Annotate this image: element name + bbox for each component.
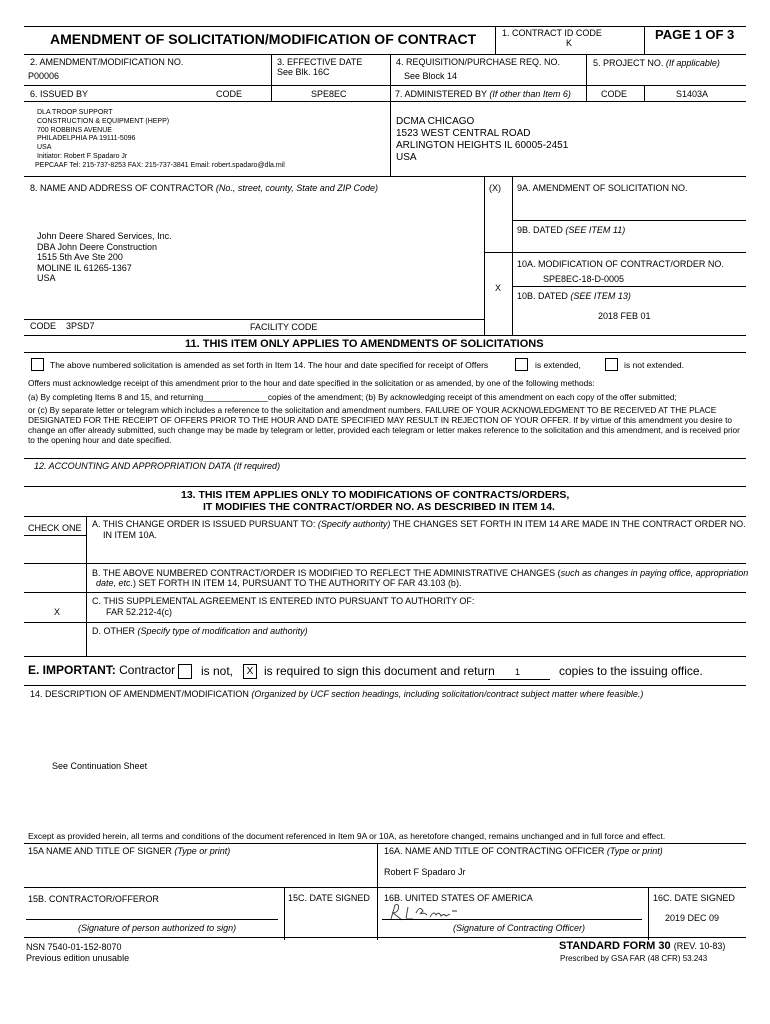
- contractor-address: [37, 231, 172, 284]
- administered-by-hint: (If other than Item 6): [489, 89, 571, 99]
- except-statement: Except as provided herein, all terms and conditions of the document referenced in Item 9A or 10A, as heretofore changed, remains unchanged and in full force and effect.: [28, 831, 666, 841]
- page-number: PAGE 1 OF 3: [655, 27, 735, 42]
- dated-10b-value[interactable]: 2018 FEB 01: [598, 311, 651, 321]
- amend-solicitation-label: 9A. AMENDMENT OF SOLICITATION NO.: [517, 183, 688, 193]
- facility-code-label: FACILITY CODE: [250, 322, 318, 332]
- item13a-text: [92, 519, 746, 529]
- issued-code-value[interactable]: SPE8EC: [311, 89, 347, 99]
- item13c-authority: FAR 52.212-4(c): [106, 607, 173, 617]
- copies-value[interactable]: 1: [515, 667, 521, 677]
- contractor-line: USA: [37, 273, 56, 283]
- previous-edition: Previous edition unusable: [26, 953, 130, 963]
- issued-code-label: CODE: [216, 89, 243, 99]
- officer-signature-caption: (Signature of Contracting Officer): [453, 923, 586, 933]
- contractor-offeror-label: 15B. CONTRACTOR/OFFEROR: [28, 894, 159, 904]
- contractor-code-value[interactable]: 3PSD7: [66, 321, 95, 331]
- modification-x-mark[interactable]: X: [495, 283, 502, 293]
- is-not-label: is not,: [201, 664, 234, 678]
- dated-9b-hint: (SEE ITEM 11): [565, 225, 626, 235]
- officer-label: [384, 846, 663, 856]
- is-required-checkbox[interactable]: [243, 664, 257, 679]
- item13d-lead: D. OTHER: [92, 626, 136, 636]
- contractor-date-label: 15C. DATE SIGNED: [288, 893, 370, 903]
- item13d-hint: (Specify type of modification and authority): [137, 626, 308, 636]
- contract-id-label: 1. CONTRACT ID CODE: [502, 28, 602, 38]
- is-required-x: X: [246, 666, 254, 677]
- officer-date-label: 16C. DATE SIGNED: [653, 893, 735, 903]
- admin-line: ARLINGTON HEIGHTS IL 60005-2451: [396, 140, 569, 151]
- item13a-tail: THE CHANGES SET FORTH IN ITEM 14 ARE MADE IN THE CONTRACT ORDER NO.: [392, 519, 746, 529]
- item13b-text: [92, 568, 748, 578]
- issuer-line: Initiator: Robert F Spadaro Jr: [37, 152, 128, 160]
- sf30-label: [559, 940, 725, 953]
- contractor-line: DBA John Deere Construction: [37, 241, 158, 252]
- contractor-line: MOLINE IL 61265-1367: [37, 262, 132, 273]
- is-required-label: is required to sign this document and return: [264, 664, 495, 678]
- copies-suffix: copies to the issuing office.: [559, 664, 703, 678]
- modification-value[interactable]: SPE8EC-18-D-0005: [543, 274, 625, 284]
- signer-label: [28, 846, 230, 856]
- x-marker-header: (X): [489, 183, 501, 193]
- item13-heading1: 13. THIS ITEM APPLIES ONLY TO MODIFICATIONS OF CONTRACTS/ORDERS,: [181, 489, 570, 501]
- issued-by-label: 6. ISSUED BY: [30, 89, 89, 99]
- signer-label-hint: (Type or print): [174, 846, 231, 856]
- dated-10b-label: [517, 291, 631, 301]
- officer-date-value[interactable]: 2019 DEC 09: [665, 913, 720, 923]
- effective-date-value[interactable]: See Blk. 16C: [277, 67, 330, 77]
- contractor-label-hint: (No., street, county, State and ZIP Code): [215, 183, 378, 193]
- officer-label-text: 16A. NAME AND TITLE OF CONTRACTING OFFICER: [384, 846, 605, 856]
- item13a-text-line2: IN ITEM 10A.: [103, 530, 158, 540]
- dated-9b-text: 9B. DATED: [517, 225, 563, 235]
- issuer-line: 700 ROBBINS AVENUE: [37, 126, 112, 134]
- important-label: E. IMPORTANT:: [28, 663, 116, 677]
- item13b-text-line2: [96, 578, 461, 588]
- issuer-line: PHILADELPHIA PA 19111-5096: [37, 135, 136, 143]
- usa-label: 16B. UNITED STATES OF AMERICA: [384, 893, 533, 903]
- dated-10b-text: 10B. DATED: [517, 291, 568, 301]
- item13b-lead: B. THE ABOVE NUMBERED CONTRACT/ORDER IS MODIFIED TO REFLECT THE ADMINISTRATIVE CHANGES (: [92, 568, 561, 578]
- signer-label-text: 15A NAME AND TITLE OF SIGNER: [28, 846, 172, 856]
- administrator-address: [396, 116, 568, 164]
- nsn-number: NSN 7540-01-152-8070: [26, 942, 122, 952]
- contractor-line: John Deere Shared Services, Inc.: [37, 231, 172, 241]
- administered-by-label: [395, 89, 571, 99]
- amendment-no-value[interactable]: P00006: [28, 71, 60, 81]
- item13a-hint: (Specify authority): [317, 519, 391, 529]
- is-not-checkbox[interactable]: [178, 664, 192, 679]
- item11-line1: The above numbered solicitation is amended as set forth in Item 14. The hour and date specified for receipt of Offers: [50, 360, 489, 370]
- contractor-label-text: 8. NAME AND ADDRESS OF CONTRACTOR: [30, 183, 214, 193]
- important-contractor: Contractor: [119, 663, 176, 677]
- item12-hint: (If required): [233, 461, 281, 471]
- issuer-line: CONSTRUCTION & EQUIPMENT (HEPP): [37, 117, 170, 125]
- item11-line4: or (c) By separate letter or telegram which includes a reference to the solicitation and amendment numbers. FAILURE OF YOUR ACKNOWLEDGMENT TO BE RECEIVED AT THE PLACE DESIGNATED FOR THE RECEIPT OF OFFERS PRIOR TO THE HOUR AND DATE SPECIFIED MAY RESULT IN REJECTION OF YOUR OFFER. If by virtue of this amendment you desire to change an offer already submitted, such change may be made by telegram or letter, provided each telegram or letter makes reference to the solicitation and this amendment, and is received prior to the opening hour and date specified.: [28, 405, 740, 445]
- contractor-signature-caption: (Signature of person authorized to sign): [78, 923, 237, 933]
- item12-label-text: 12. ACCOUNTING AND APPROPRIATION DATA: [34, 461, 232, 471]
- admin-line: USA: [396, 152, 417, 163]
- item11-heading: 11. THIS ITEM ONLY APPLIES TO AMENDMENTS OF SOLICITATIONS: [185, 338, 544, 350]
- administered-by-text: 7. ADMINISTERED BY: [395, 89, 487, 99]
- item13d-text: [92, 626, 308, 636]
- item13c-x-mark[interactable]: X: [54, 607, 61, 617]
- contractor-label: [30, 183, 378, 193]
- extended-label: is extended,: [535, 360, 581, 370]
- amendment-no-label: 2. AMENDMENT/MODIFICATION NO.: [30, 57, 184, 67]
- dated-9b-label: [517, 225, 625, 235]
- item13c-text: C. THIS SUPPLEMENTAL AGREEMENT IS ENTERED INTO PURSUANT TO AUTHORITY OF:: [92, 596, 475, 606]
- item13b-hint2: date, etc.: [96, 578, 134, 588]
- effective-date-label: 3. EFFECTIVE DATE: [277, 57, 363, 67]
- contractor-code-label: CODE: [30, 321, 57, 331]
- prescribed-by: Prescribed by GSA FAR (48 CFR) 53.243: [560, 954, 708, 963]
- issuer-line: PEPCAAF Tel: 215-737-8253 FAX: 215-737-3841 Email: robert.spadaro@dla.mil: [35, 161, 285, 169]
- not-extended-label: is not extended.: [624, 360, 685, 370]
- sf30-title: STANDARD FORM 30: [559, 940, 671, 952]
- dated-10b-hint: (SEE ITEM 13): [570, 291, 631, 301]
- officer-name[interactable]: Robert F Spadaro Jr: [384, 867, 466, 877]
- issuer-line: DLA TROOP SUPPORT: [37, 109, 113, 116]
- sf30-rev: (REV. 10-83): [673, 941, 726, 951]
- item14-body: See Continuation Sheet: [52, 761, 148, 771]
- item13b-tail: ) SET FORTH IN ITEM 14, PURSUANT TO THE AUTHORITY OF FAR 43.103 (b).: [133, 578, 462, 588]
- project-no-hint: (If applicable): [665, 58, 720, 68]
- item14-label: [30, 689, 643, 699]
- form-title: AMENDMENT OF SOLICITATION/MODIFICATION OF CONTRACT: [50, 31, 477, 47]
- admin-code-label: CODE: [601, 89, 628, 99]
- solicitation-amended-checkbox[interactable]: [31, 358, 44, 371]
- check-one-label: CHECK ONE: [28, 523, 82, 533]
- issuer-line: USA: [37, 144, 52, 152]
- issuer-address: [37, 109, 285, 171]
- officer-label-hint: (Type or print): [606, 846, 663, 856]
- item14-hint: (Organized by UCF section headings, including solicitation/contract subject matter where feasible.): [251, 689, 644, 699]
- item11-line2: Offers must acknowledge receipt of this amendment prior to the hour and date specified in the solicitation or as amended, by one of the following methods:: [28, 378, 595, 388]
- requisition-value[interactable]: See Block 14: [404, 71, 458, 81]
- item13b-hint1: such as changes in paying office, appropriation: [560, 568, 749, 578]
- project-no-label-text: 5. PROJECT NO.: [593, 58, 664, 68]
- contractor-line: 1515 5th Ave Ste 200: [37, 252, 123, 262]
- not-extended-checkbox[interactable]: [605, 358, 618, 371]
- modification-label: 10A. MODIFICATION OF CONTRACT/ORDER NO.: [517, 259, 724, 269]
- project-no-label: [593, 58, 720, 68]
- item11-line3: (a) By completing Items 8 and 15, and returning______________copies of the amendment; (b) By acknowledging receipt of this amendment on each copy of the offer submitted;: [28, 392, 677, 402]
- item13-heading2: IT MODIFIES THE CONTRACT/ORDER NO. AS DESCRIBED IN ITEM 14.: [203, 501, 555, 513]
- important-row: [28, 664, 175, 678]
- admin-line: 1523 WEST CENTRAL ROAD: [396, 128, 531, 139]
- item13a-lead: A. THIS CHANGE ORDER IS ISSUED PURSUANT TO:: [92, 519, 316, 529]
- contract-id-value: K: [566, 38, 573, 48]
- admin-code-value[interactable]: S1403A: [676, 89, 709, 99]
- extended-checkbox[interactable]: [515, 358, 528, 371]
- item14-label-text: 14. DESCRIPTION OF AMENDMENT/MODIFICATION: [30, 689, 249, 699]
- admin-line: DCMA CHICAGO: [396, 116, 475, 127]
- requisition-label: 4. REQUISITION/PURCHASE REQ. NO.: [396, 57, 561, 67]
- item12-label: [34, 461, 280, 471]
